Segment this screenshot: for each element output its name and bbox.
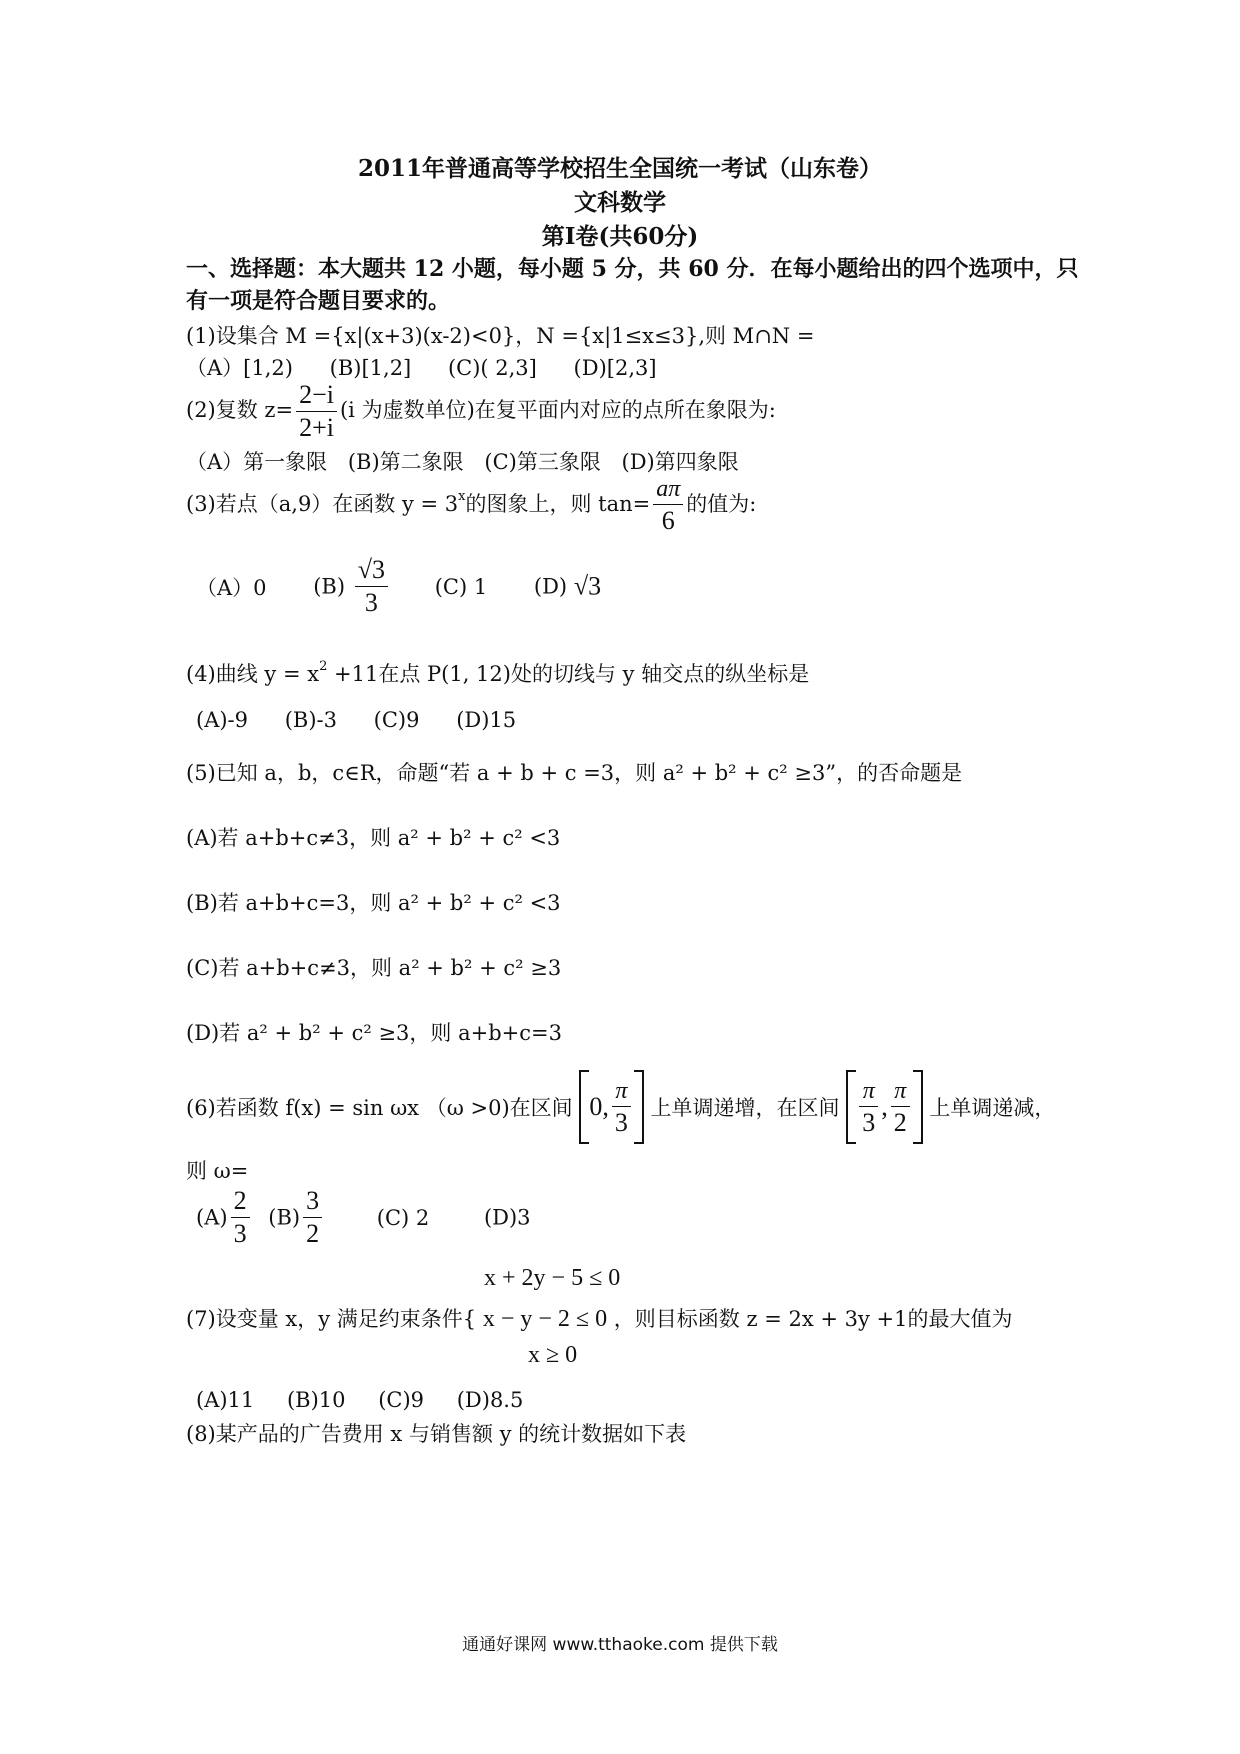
q2-suffix: (i 为虚数单位)在复平面内对应的点所在象限为: (339, 398, 776, 422)
q6-option-b-fraction (303, 1188, 322, 1247)
q6-option-b-den: 2 (306, 1219, 320, 1248)
q2-option-d: (D)第四象限 (621, 450, 739, 474)
q4-option-d: (D)15 (456, 708, 517, 732)
q4-prefix: (4)曲线 y = x (186, 662, 320, 686)
q6-options (196, 1188, 531, 1247)
q6-interval2-den1: 3 (862, 1107, 876, 1137)
section-intro-line2: 有一项是符合题目要求的。 (186, 288, 451, 314)
q7-constraint-2: x − y − 2 ≤ 0 (482, 1306, 608, 1332)
q6-interval1-fraction (612, 1079, 631, 1136)
q5-option-b: (B)若 a+b+c=3，则 a² + b² + c² <3 (186, 891, 561, 915)
q7-constraint-1: x + 2y − 5 ≤ 0 (484, 1265, 621, 1291)
q7-options (196, 1388, 523, 1412)
q2-option-c: (C)第三象限 (484, 450, 601, 474)
q6-stem: (6)若函数 f(x) = sin ωx （ω >0)在区间 0, $\frac{\pi}{3}$ 上单调递增，在区间 $\frac{\pi}{3}$ , $\frac{\pi}{2}$ 上单调递减， (186, 1070, 1055, 1144)
q6-interval1-right-bracket (634, 1070, 644, 1144)
q1-option-d: (D)[2,3] (573, 356, 657, 380)
q3-option-d-value: √3 (573, 571, 602, 601)
q6-option-a-den: 3 (233, 1219, 247, 1248)
q5-option-d: (D)若 a² + b² + c² ≥3，则 a+b+c=3 (186, 1021, 562, 1045)
q6-interval1-den: 3 (614, 1107, 628, 1137)
q2-stem (186, 382, 776, 441)
q6-option-c: (C) 2 (376, 1205, 430, 1230)
q6-interval2-left-bracket (846, 1070, 856, 1144)
q4-option-c: (C)9 (373, 708, 420, 732)
section-intro-line1: 一、选择题：本大题共 12 小题，每小题 5 分，共 60 分．在每小题给出的四个选项中，只 (186, 256, 1079, 282)
q7-constraint-3: x ≥ 0 (528, 1342, 578, 1368)
q6-option-a-num: 2 (231, 1188, 250, 1218)
q7-option-a: (A)11 (196, 1388, 255, 1412)
q1-option-c: (C)( 2,3] (447, 356, 537, 380)
q3-frac-num: aπ (653, 477, 683, 505)
q6-interval2-num2: π (891, 1079, 910, 1107)
footer-text: 通通好课网 www.tthaoke.com 提供下载 (462, 1635, 778, 1655)
q3-exponent: x (458, 489, 466, 504)
q3-mid: 的图象上，则 tan= (465, 492, 651, 516)
q1-option-b: (B)[1,2] (329, 356, 412, 380)
q5-option-c: (C)若 a+b+c≠3，则 a² + b² + c² ≥3 (186, 956, 562, 980)
q3-option-b-num: √3 (355, 557, 388, 587)
q6-option-b-num: 3 (303, 1188, 322, 1218)
q6-line2: 则 ω= (186, 1159, 249, 1183)
q1-option-a: （A）[1,2) (186, 356, 293, 380)
q3-fraction (653, 477, 683, 534)
q3-option-c: (C) 1 (434, 574, 488, 599)
q7-option-b: (B)10 (286, 1388, 346, 1412)
q6-interval2-fraction2 (891, 1079, 910, 1136)
q5-stem: (5)已知 a，b，c∈R，命题“若 a + b + c =3，则 a² + b² + c² ≥3”，的否命题是 (186, 761, 963, 785)
q7-stem-suffix: ，则目标函数 z = 2x + 3y +1的最大值为 (613, 1307, 1013, 1331)
q3-options (196, 557, 601, 616)
q4-option-a: (A)-9 (196, 708, 249, 732)
q2-option-a: （A）第一象限 (186, 450, 328, 474)
q6-option-b-label: (B) (268, 1205, 301, 1230)
q3-option-b-fraction (355, 557, 388, 616)
q6-interval1-left-bracket (579, 1070, 589, 1144)
q7-option-d: (D)8.5 (456, 1388, 524, 1412)
q2-fraction (296, 382, 337, 441)
q3-option-b-label: (B) (313, 574, 346, 599)
exam-subject: 文科数学 (574, 189, 666, 216)
q6-interval1-num: π (612, 1079, 631, 1107)
q6-prefix: (6)若函数 f(x) = sin ωx （ω >0)在区间 (186, 1096, 573, 1120)
exam-volume: 第Ⅰ卷(共60分) (541, 223, 699, 250)
q6-interval2-num1: π (859, 1079, 878, 1107)
q3-option-b-den: 3 (364, 588, 378, 617)
q6-mid: 上单调递增，在区间 (650, 1096, 840, 1120)
q2-prefix: (2)复数 z= (186, 398, 294, 422)
q2-options (186, 446, 739, 476)
q6-option-a-fraction (231, 1188, 250, 1247)
q7-stem-prefix: (7)设变量 x，y 满足约束条件{ (186, 1307, 477, 1331)
q1-options (186, 352, 687, 382)
q7-stem (186, 1303, 1013, 1333)
q6-option-d: (D)3 (483, 1205, 531, 1230)
q1-stem: (1)设集合 M ={x|(x+3)(x-2)<0}，N ={x|1≤x≤3},则 M∩N = (186, 324, 815, 348)
q3-frac-den: 6 (661, 506, 675, 535)
q6-interval2-fraction1 (859, 1079, 878, 1136)
q4-suffix: +11在点 P(1, 12)处的切线与 y 轴交点的纵坐标是 (327, 662, 810, 686)
q6-interval1-left: 0, (589, 1092, 609, 1121)
q6-interval2-den2: 2 (893, 1107, 907, 1137)
q3-prefix: (3)若点（a,9）在函数 y = 3 (186, 492, 459, 516)
q3-option-a: （A）0 (196, 575, 267, 600)
q8-stem: (8)某产品的广告费用 x 与销售额 y 的统计数据如下表 (186, 1422, 687, 1446)
q3-stem (186, 477, 756, 534)
q2-frac-num: 2−i (296, 382, 337, 412)
q2-frac-den: 2+i (299, 413, 334, 442)
q4-exponent: 2 (319, 659, 328, 674)
q7-option-c: (C)9 (378, 1388, 425, 1412)
q3-suffix: 的值为: (686, 492, 757, 516)
exam-title: 2011年普通高等学校招生全国统一考试（山东卷） (357, 155, 882, 182)
q5-option-a: (A)若 a+b+c≠3，则 a² + b² + c² <3 (186, 826, 561, 850)
q6-suffix: 上单调递减， (929, 1096, 1056, 1120)
q4-stem (186, 658, 809, 688)
q6-option-a-label: (A) (196, 1205, 228, 1230)
q3-option-d-label: (D) (533, 574, 568, 599)
q4-options (196, 708, 546, 732)
q4-option-b: (B)-3 (284, 708, 337, 732)
q6-interval2-right-bracket (913, 1070, 923, 1144)
q2-option-b: (B)第二象限 (347, 450, 464, 474)
